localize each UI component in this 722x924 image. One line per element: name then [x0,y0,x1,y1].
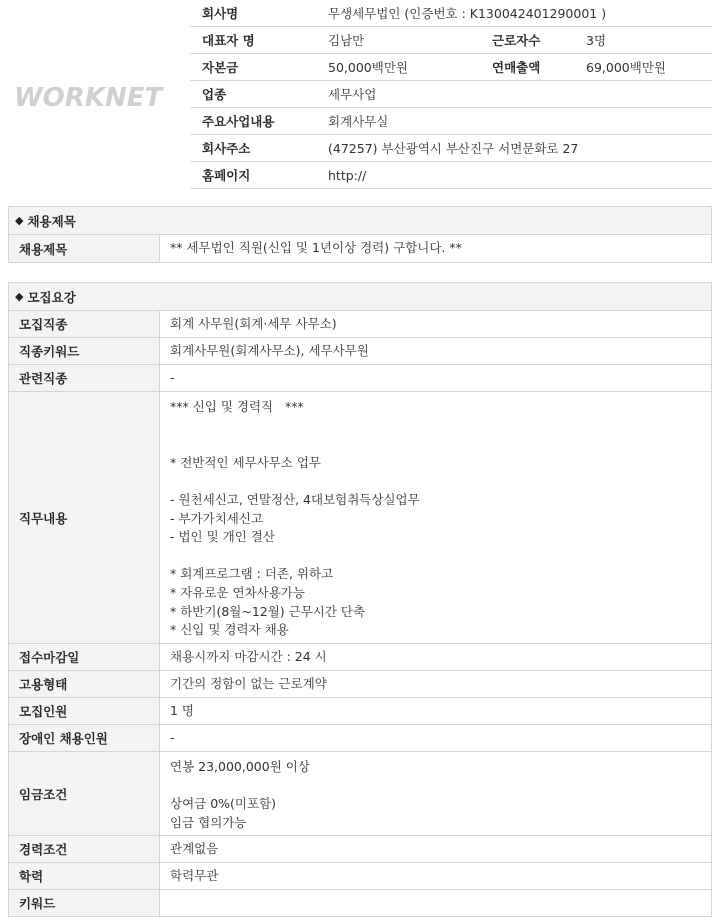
table-row-education [8,863,712,890]
table-row-salary [8,752,712,836]
ceo-value: 김남만 [328,33,365,48]
row-value: 회계사무원(회계사무소), 세무사무원 [170,342,369,358]
row-label: 학력 [9,863,160,889]
row-label: 장애인 채용인원 [9,725,160,751]
row-label: 직무내용 [9,392,160,643]
recruit-section-header [8,282,712,311]
address-label: 회사주소 [202,141,251,156]
row-value: 연봉 23,000,000원 이상 상여금 0%(미포함) 임금 협의가능 [170,759,310,830]
row-label: 키워드 [9,890,160,916]
recruit-section-heading: 모집요강 [27,289,76,305]
table-row [8,235,712,263]
table-row-job-type [8,311,712,338]
capital-label: 자본금 [202,60,239,75]
table-row-headcount [8,698,712,725]
row-label: 임금조건 [9,752,160,835]
ceo-row [190,27,712,54]
address-row [190,135,712,162]
row-label: 관련직종 [9,365,160,391]
table-row-related-job [8,365,712,392]
row-label: 접수마감일 [9,644,160,670]
row-value: - [170,369,175,385]
revenue-value: 69,000백만원 [586,60,666,75]
company-info [190,0,712,189]
worknet-logo-text: WORKNET [14,83,163,113]
row-value: ** 세무법인 직원(신입 및 1년이상 경력) 구합니다. ** [170,240,462,256]
industry-value: 세무사업 [328,87,377,102]
table-row-experience [8,836,712,863]
title-section [8,206,712,263]
capital-row [190,54,712,81]
row-label: 모집직종 [9,311,160,337]
row-value: 관계없음 [170,840,219,856]
employees-label: 근로자수 [492,33,541,48]
row-value: 학력무관 [170,867,219,883]
diamond-icon: ◆ [15,290,24,303]
row-value: 기간의 정함이 없는 근로계약 [170,675,327,691]
table-row-employment-type [8,671,712,698]
row-value: 회계 사무원(회계·세무 사무소) [170,315,337,331]
title-section-heading: 채용제목 [27,213,76,229]
business-value: 회계사무실 [328,114,389,129]
row-value: - [170,729,175,745]
row-label: 경력조건 [9,836,160,862]
row-value [160,890,711,916]
title-section-header [8,206,712,235]
homepage-row [190,162,712,189]
row-value: 채용시까지 마감시간 : 24 시 [170,648,327,664]
row-label: 직종키워드 [9,338,160,364]
employees-value: 3명 [586,33,607,48]
table-row-deadline [8,644,712,671]
row-value: 1 명 [170,702,195,718]
row-label: 채용제목 [9,235,160,262]
recruit-section [8,282,712,917]
table-row-keyword [8,890,712,917]
industry-label: 업종 [202,87,227,102]
row-label: 고용형태 [9,671,160,697]
address-value: (47257) 부산광역시 부산진구 서면문화로 27 [328,141,579,156]
homepage-label: 홈페이지 [202,168,251,183]
row-value: *** 신입 및 경력직 *** * 전반적인 세무사무소 업무 - 원천세신고, 연말정산, 4대보험취득상실업무 - 부가가치세신고 - 법인 및 개인 결산 * 회계프로그램 : 더존, 위하고 * 자유로운 연차사용가능 * 하반기(8월~12월) 근무시간 단축 * 신입 및 경력자 채용 [170,399,420,638]
ceo-label: 대표자 명 [202,33,255,48]
business-row [190,108,712,135]
worknet-logo [14,76,164,116]
company-name-row [190,0,712,27]
industry-row [190,81,712,108]
homepage-link[interactable]: http:// [328,167,367,183]
table-row-disabled-hiring [8,725,712,752]
row-label: 모집인원 [9,698,160,724]
capital-value: 50,000백만원 [328,60,408,75]
company-name-label: 회사명 [202,6,239,21]
table-row-job-keyword [8,338,712,365]
company-name-value: 무생세무법인 (인증번호 : K130042401290001 ) [328,6,607,21]
diamond-icon: ◆ [15,214,24,227]
table-row-job-description [8,392,712,644]
business-label: 주요사업내용 [202,114,275,129]
revenue-label: 연매출액 [492,60,541,75]
